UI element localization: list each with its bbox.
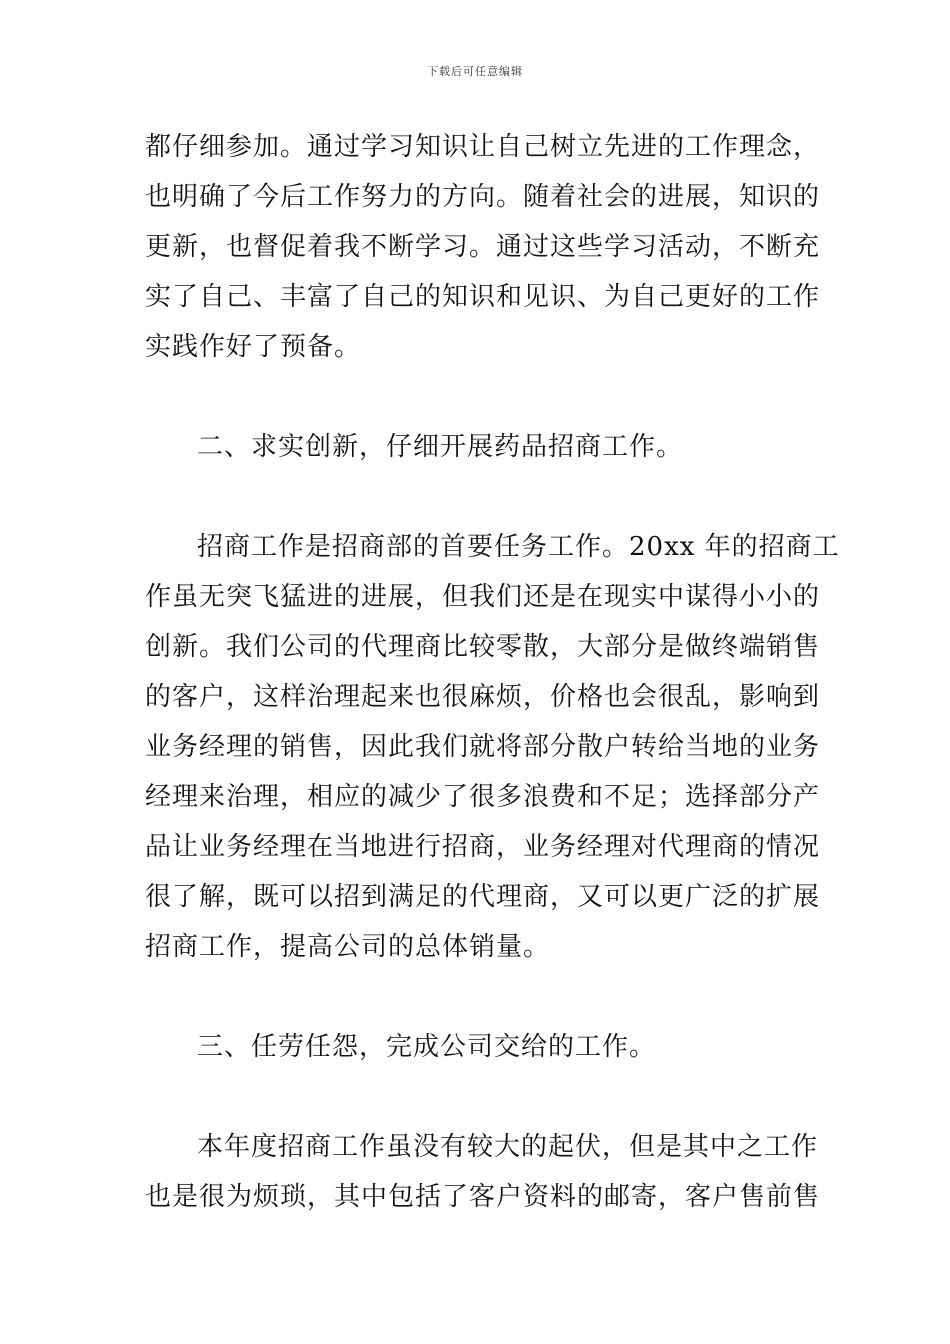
paragraph — [145, 1122, 821, 1222]
text-line: 招商工作是招商部的首要任务工作。20xx 年的招商工 — [197, 532, 840, 562]
text-line: 实了自己、丰富了自己的知识和见识、为自己更好的工作 — [145, 282, 821, 312]
text-line: 招商工作，提高公司的总体销量。 — [145, 932, 551, 962]
heading-line: 三、任劳任怨，完成公司交给的工作。 — [197, 1032, 657, 1062]
text-line: 品让业务经理在当地进行招商，业务经理对代理商的情况 — [145, 832, 821, 862]
section-heading — [145, 1022, 815, 1072]
heading-line: 二、求实创新，仔细开展药品招商工作。 — [197, 432, 684, 462]
text-line: 本年度招商工作虽没有较大的起伏，但是其中之工作 — [197, 1132, 819, 1162]
text-line: 很了解，既可以招到满足的代理商，又可以更广泛的扩展 — [145, 882, 821, 912]
page-header: 下载后可任意编辑 — [427, 65, 523, 78]
text-line: 创新。我们公司的代理商比较零散，大部分是做终端销售 — [145, 632, 821, 662]
section-heading — [145, 422, 815, 472]
text-line: 也明确了今后工作努力的方向。随着社会的进展，知识的 — [145, 182, 821, 212]
text-line: 也是很为烦琐，其中包括了客户资料的邮寄，客户售前售 — [145, 1182, 821, 1212]
paragraph — [145, 522, 840, 972]
text-line: 作虽无突飞猛进的进展，但我们还是在现实中谋得小小的 — [145, 582, 821, 612]
text-line: 都仔细参加。通过学习知识让自己树立先进的工作理念， — [145, 132, 821, 162]
paragraph — [145, 122, 821, 372]
text-line: 实践作好了预备。 — [145, 332, 362, 362]
text-line: 业务经理的销售，因此我们就将部分散户转给当地的业务 — [145, 732, 821, 762]
text-line: 更新，也督促着我不断学习。通过这些学习活动，不断充 — [145, 232, 821, 262]
text-line: 的客户，这样治理起来也很麻烦，价格也会很乱，影响到 — [145, 682, 821, 712]
text-line: 经理来治理，相应的减少了很多浪费和不足；选择部分产 — [145, 782, 821, 812]
document-body — [145, 122, 840, 1222]
